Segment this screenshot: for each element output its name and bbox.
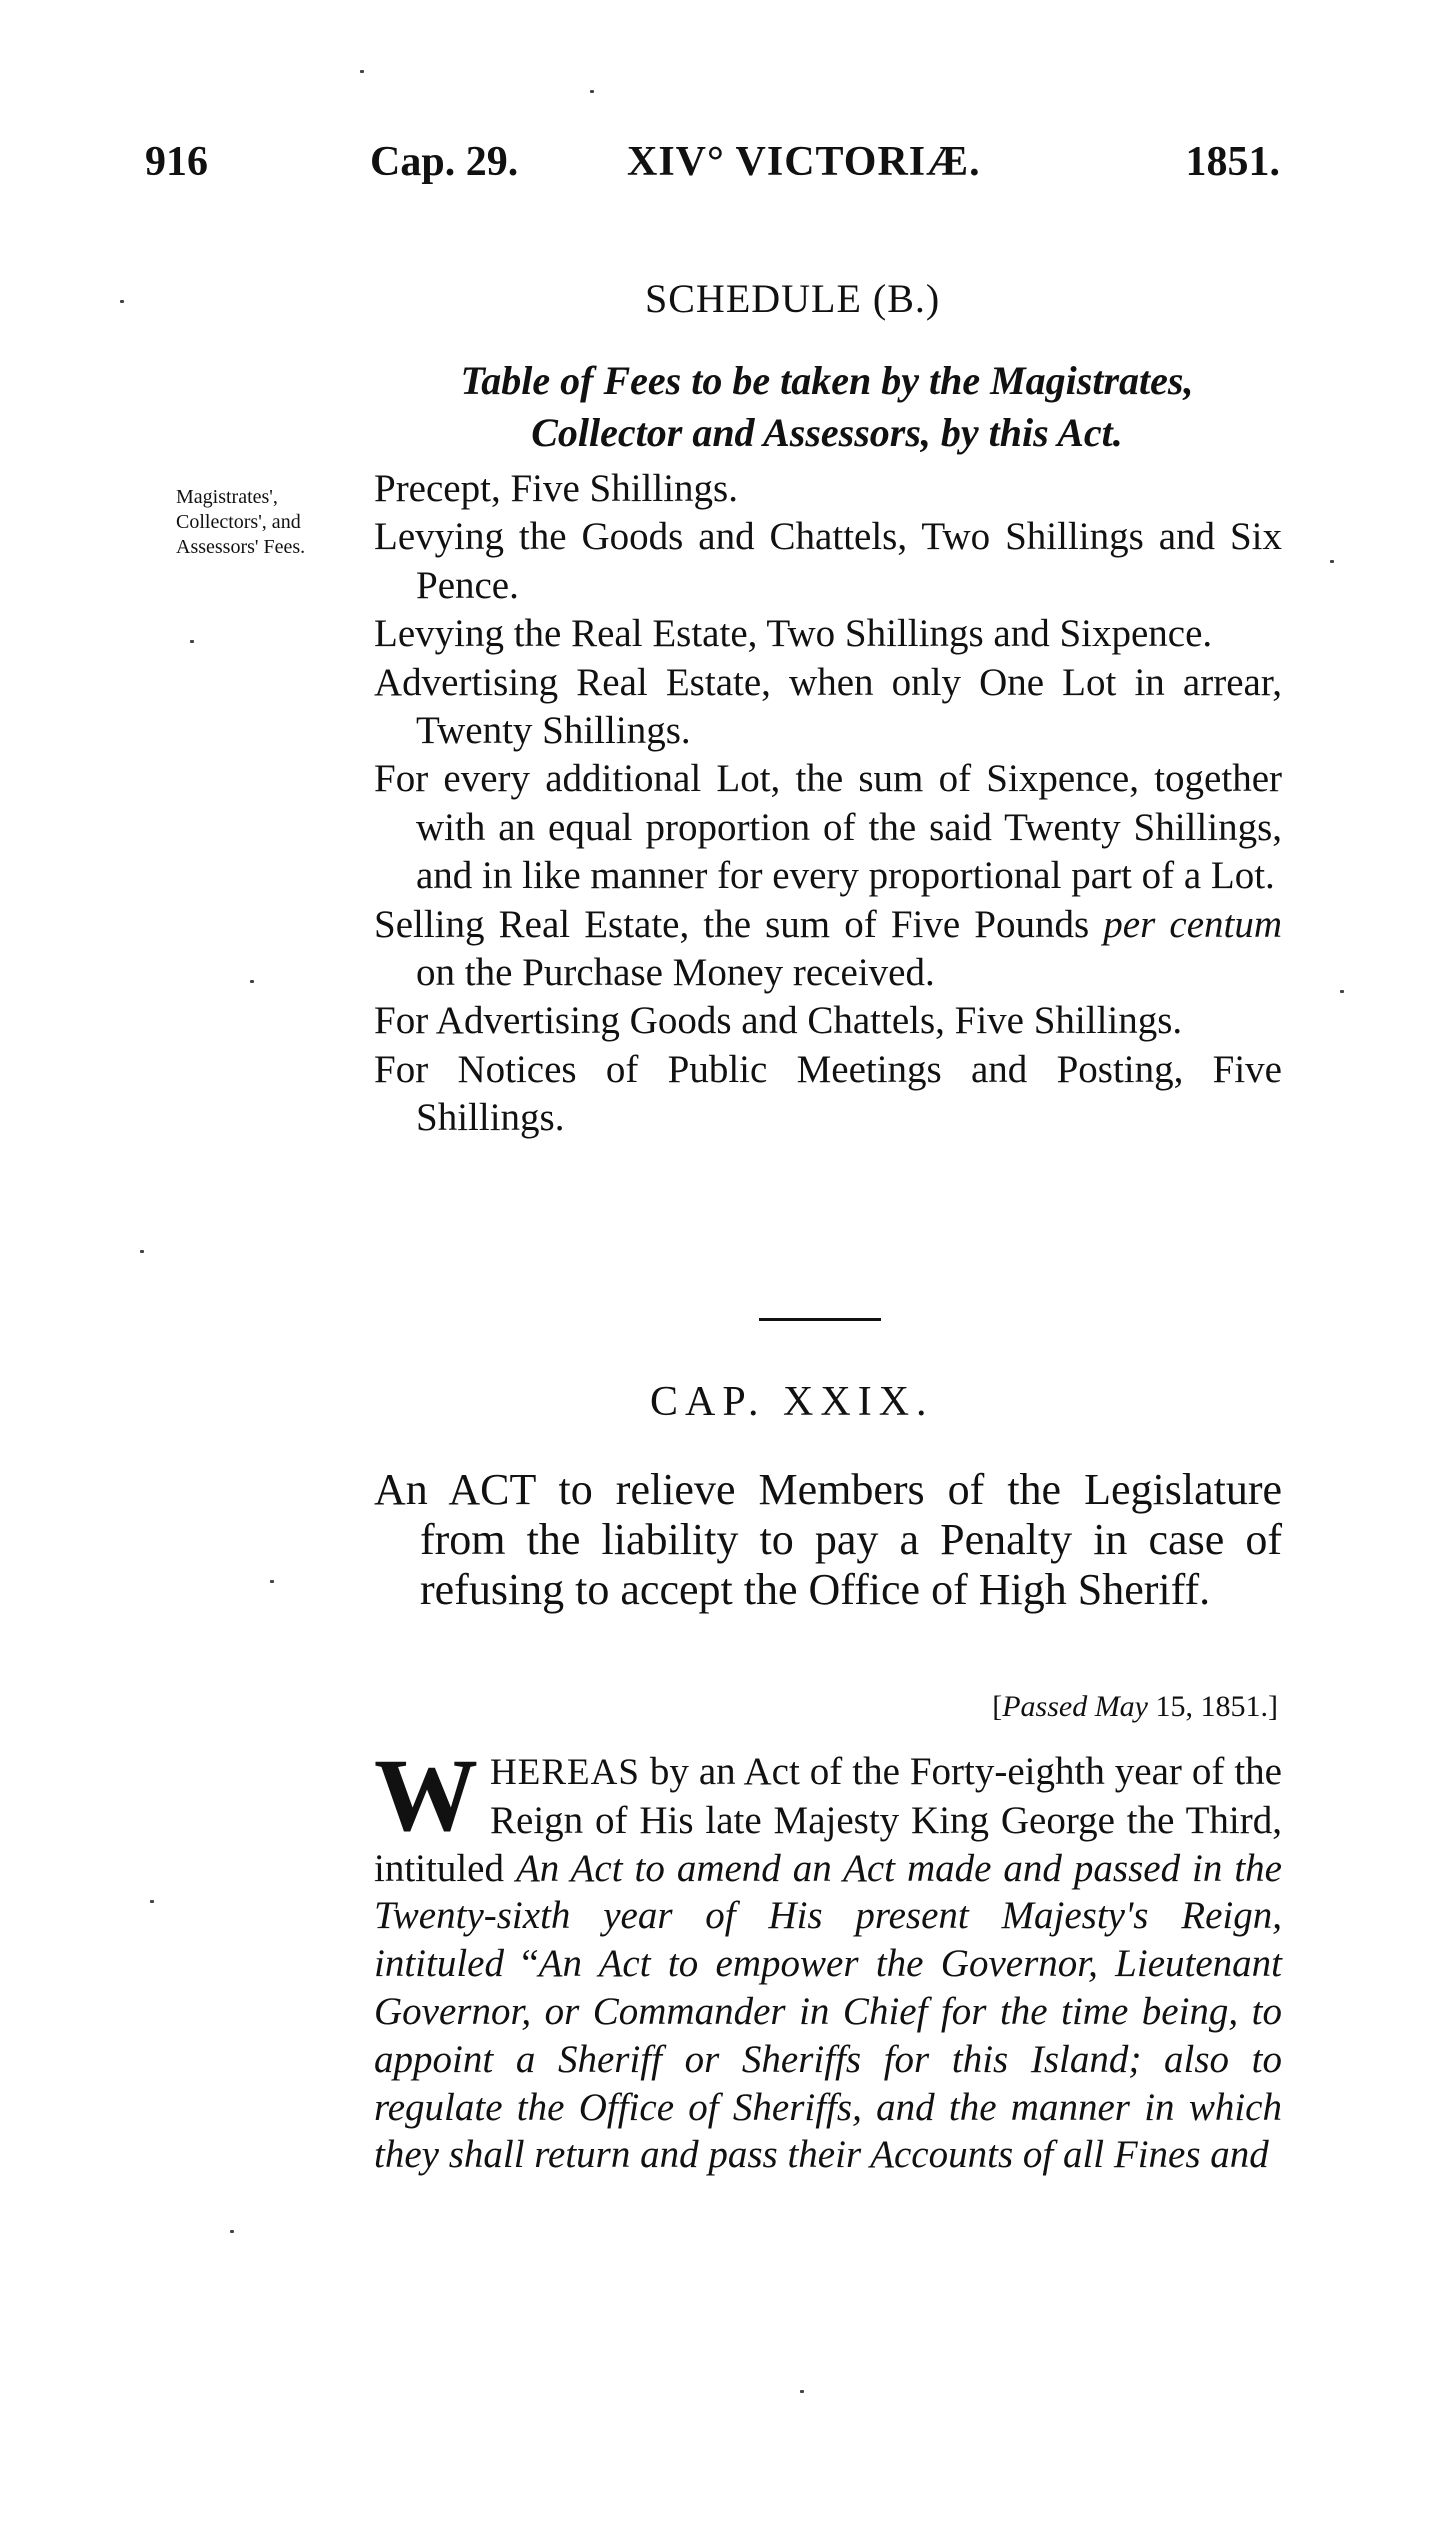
drop-cap: W xyxy=(374,1738,478,1853)
preamble-opening: HEREAS xyxy=(490,1752,640,1793)
chapter-label: Cap. 29. xyxy=(370,139,519,185)
margin-note-line: Magistrates', xyxy=(176,486,278,508)
fee-item-italic: per centum xyxy=(1103,902,1283,946)
fee-table-title xyxy=(372,355,1282,459)
fee-item xyxy=(374,901,1282,998)
fee-item: For every additional Lot, the sum of Sixpence, together with an equal proportion of the said Twenty Shillings, and in like manner for every proportional part of a Lot. xyxy=(374,757,1282,898)
passed-date: [Passed May 15, 1851.] xyxy=(992,1690,1278,1723)
fee-item-text: Selling Real Estate, the sum of Five Pounds xyxy=(374,902,1104,946)
preamble-italic: An Act to empower the Governor, Lieutenant Governor, or Commander in Chief for the time being, to appoint a Sheriff or Sheriffs for this Island; also to regulate the Office of Sheriffs, and the manner in which they shall return and pass their Accounts of all Fines and xyxy=(374,1942,1282,2177)
running-header xyxy=(145,138,1280,198)
fee-item: Advertising Real Estate, when only One Lot in arrear, Twenty Shillings. xyxy=(374,660,1282,753)
section-divider xyxy=(759,1318,881,1321)
preamble-text xyxy=(374,1738,1282,2179)
schedule-heading: SCHEDULE (B.) xyxy=(645,276,941,321)
header-year: 1851. xyxy=(1185,139,1280,185)
preamble-italic: An Act to amend an Act made and passed in the Twenty-sixth year of His present Majesty's Reign, intituled xyxy=(374,1846,1282,1986)
scan-speck xyxy=(230,2230,234,2233)
preamble-body: by an Act of the Forty-eighth year of the Reign of His late Majesty King George the Third, intituled xyxy=(374,1750,1282,1890)
passed-date-value: 15, 1851. xyxy=(1155,1690,1268,1723)
fee-table-title-line: Table of Fees to be taken by the Magistrates, xyxy=(460,358,1194,403)
fee-item: Levying the Real Estate, Two Shillings and Sixpence. xyxy=(374,612,1213,656)
scan-speck xyxy=(250,980,254,983)
scan-speck xyxy=(360,70,364,73)
fee-item: For Advertising Goods and Chattels, Five Shillings. xyxy=(374,999,1183,1043)
scan-speck xyxy=(150,1900,154,1903)
page-number: 916 xyxy=(145,139,208,185)
regnal-title: XIV° VICTORIÆ. xyxy=(627,139,981,185)
margin-note-line: Collectors', and xyxy=(176,511,301,533)
act-title: An ACT to relieve Members of the Legislature from the liability to pay a Penalty in case of refusing to accept the Office of High Sheriff. xyxy=(374,1465,1282,1614)
scan-speck xyxy=(1330,560,1334,563)
scan-speck xyxy=(1340,990,1344,993)
fee-item: For Notices of Public Meetings and Posting, Five Shillings. xyxy=(374,1047,1282,1140)
fee-list xyxy=(374,465,1282,1143)
fee-item: Levying the Goods and Chattels, Two Shillings and Six Pence. xyxy=(374,515,1282,607)
scan-speck xyxy=(800,2390,804,2393)
preamble-quote: “ xyxy=(504,1942,539,1986)
passed-label: Passed May xyxy=(1002,1690,1148,1723)
scan-speck xyxy=(120,300,124,303)
scan-speck xyxy=(140,1250,144,1253)
margin-note xyxy=(176,485,376,560)
scan-speck xyxy=(190,640,194,643)
fee-item-text: on the Purchase Money received. xyxy=(416,951,935,995)
scan-speck xyxy=(270,1580,274,1583)
fee-item: Precept, Five Shillings. xyxy=(374,467,738,510)
scan-speck xyxy=(590,90,594,93)
margin-note-line: Assessors' Fees. xyxy=(176,536,306,558)
fee-table-title-line: Collector and Assessors, by this Act. xyxy=(531,410,1123,455)
chapter-heading: CAP. XXIX. xyxy=(650,1379,934,1425)
